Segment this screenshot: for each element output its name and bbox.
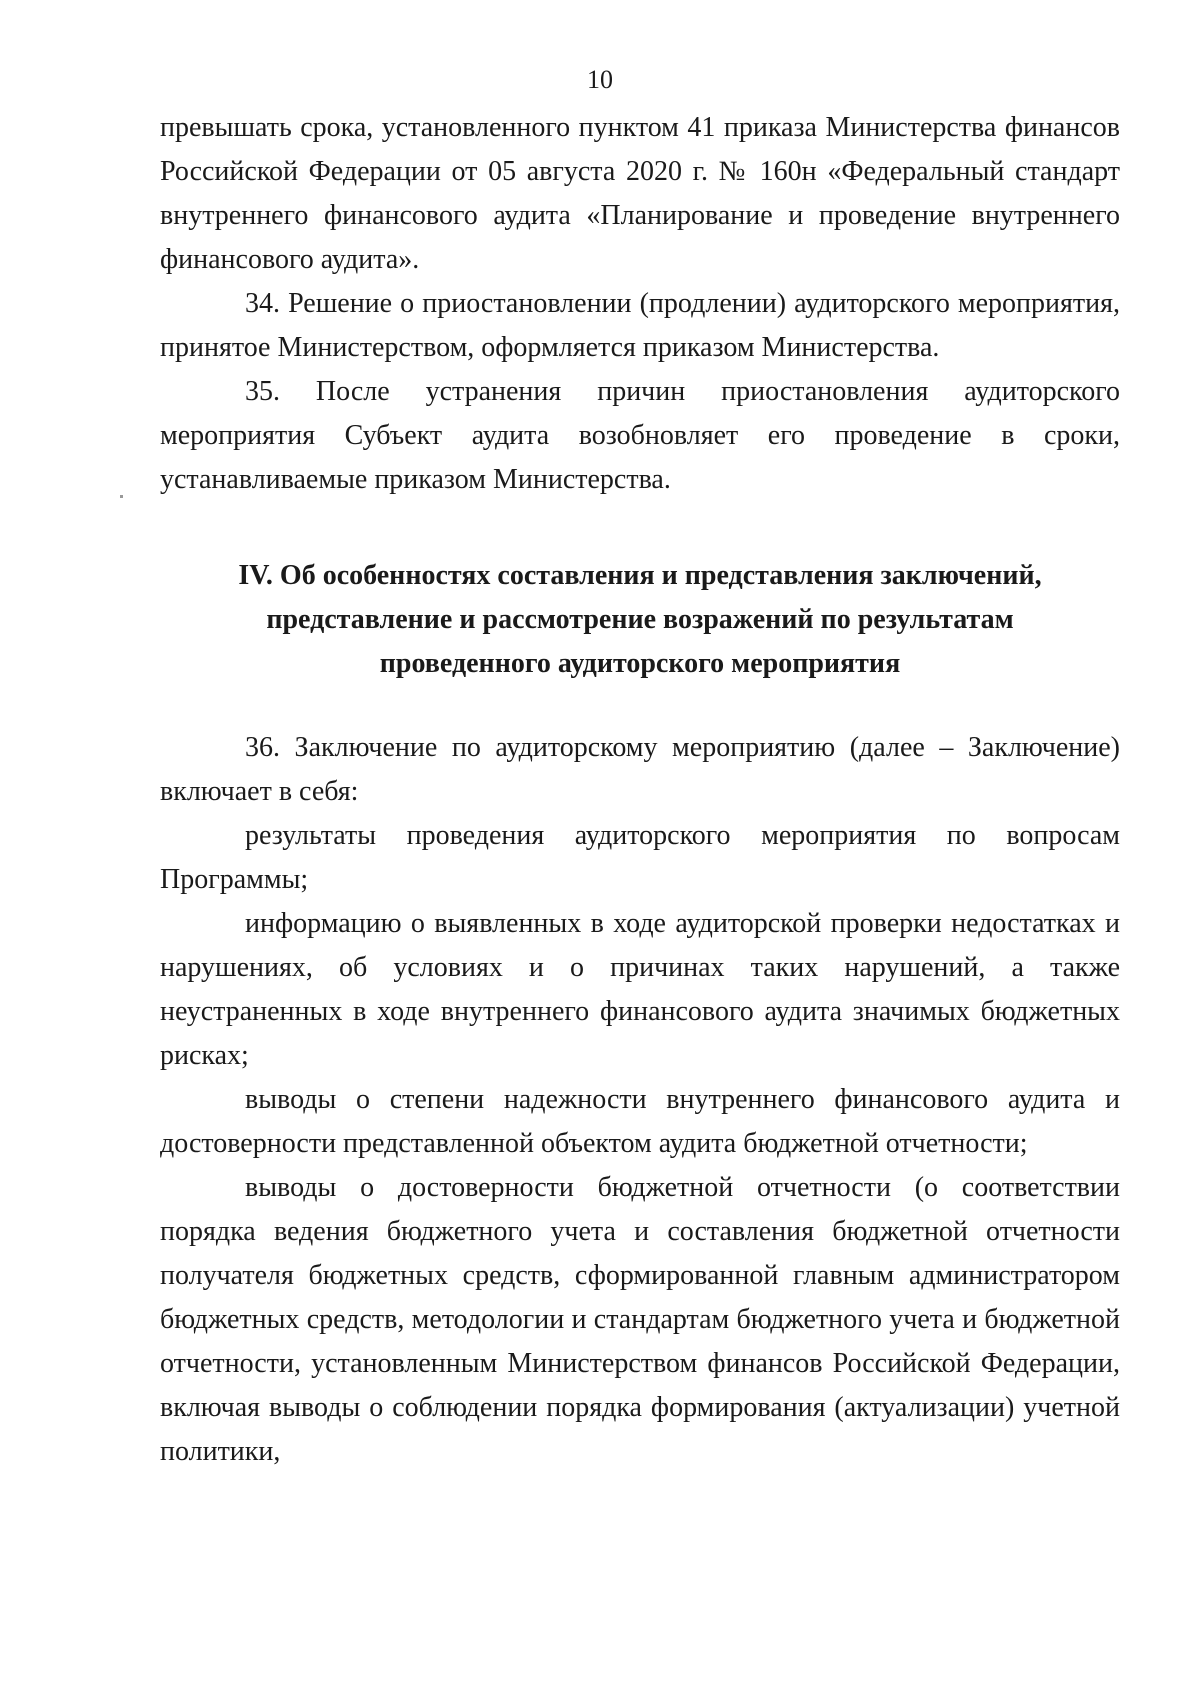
paragraph-continuation: превышать срока, установленного пунктом 41 приказа Министерства финансов Российской Федерации от 05 августа 2020 г. № 160н «Федеральный стандарт внутреннего финансового аудита «Планирование и проведение внутреннего финансового аудита». xyxy=(160,112,1120,275)
paragraph-34: 34. Решение о приостановлении (продлении) аудиторского мероприятия, принятое Министерством, оформляется приказом Министерства. xyxy=(160,288,1120,363)
section-heading-line-3: проведенного аудиторского мероприятия xyxy=(379,648,901,679)
list-item-information: информацию о выявленных в ходе аудиторской проверки недостатках и нарушениях, об условиях и о причинах таких нарушений, а также неустраненных в ходе внутреннего финансового аудита значимых бюджетных рисках; xyxy=(160,908,1120,1071)
list-item-results: результаты проведения аудиторского мероприятия по вопросам Программы; xyxy=(160,820,1120,895)
paragraph-36: 36. Заключение по аудиторскому мероприятию (далее – Заключение) включает в себя: xyxy=(160,732,1120,807)
list-item-conclusions-reliability: выводы о степени надежности внутреннего финансового аудита и достоверности представленной объектом аудита бюджетной отчетности; xyxy=(160,1084,1120,1159)
scan-speck xyxy=(120,495,123,498)
paragraph-35: 35. После устранения причин приостановления аудиторского мероприятия Субъект аудита возобновляет его проведение в сроки, устанавливаемые приказом Министерства. xyxy=(160,376,1120,495)
section-heading-line-2: представление и рассмотрение возражений по результатам xyxy=(266,604,1014,635)
list-item-conclusions-accuracy: выводы о достоверности бюджетной отчетности (о соответствии порядка ведения бюджетного учета и составления бюджетной отчетности получателя бюджетных средств, сформированной главным администратором бюджетных средств, методологии и стандартам бюджетного учета и бюджетной отчетности, установленным Министерством финансов Российской Федерации, включая выводы о соблюдении порядка формирования (актуализации) учетной политики, xyxy=(160,1172,1120,1467)
document-body xyxy=(160,106,1120,1474)
section-heading xyxy=(160,554,1120,686)
section-heading-line-1: IV. Об особенностях составления и представления заключений, xyxy=(238,560,1042,591)
page-number: 10 xyxy=(587,65,613,94)
